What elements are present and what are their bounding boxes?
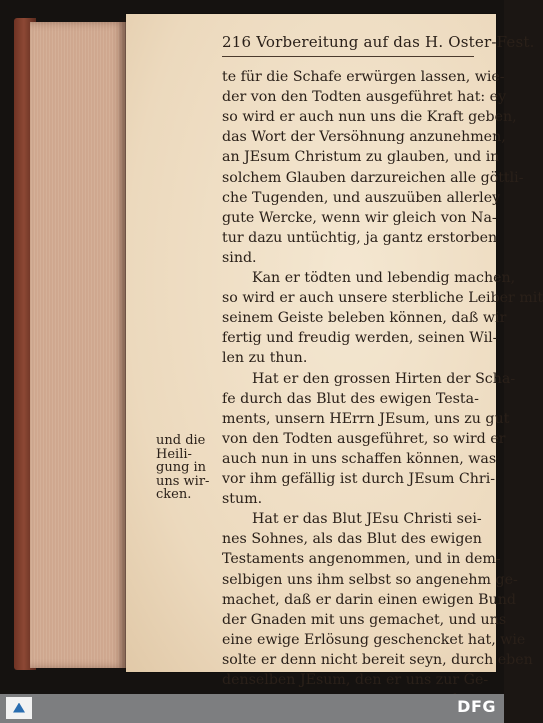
text-line: ments, unsern HErrn JEsum, uns zu gut [222,410,510,427]
margin-note-line: Heili- [156,446,192,462]
text-line: seinem Geiste beleben können, daß wir [222,310,507,327]
text-line: machet, daß er darin einen ewigen Bund [222,591,516,608]
text-line: so wird er auch unsere sterbliche Leiber mit [222,290,543,307]
text-line: stum. [222,491,263,508]
text-line: fertig und freudig werden, seinen Wil- [222,330,498,347]
text-line: solchem Glauben darzureichen alle göttli- [222,169,524,186]
running-head: 216 Vorbereitung auf das H. Oster-Fest. [222,33,535,51]
library-logo-icon [6,697,32,719]
text-line: tur dazu untüchtig, ja gantz erstorben [222,229,498,246]
text-line: Hat er den grossen Hirten der Scha- [252,370,516,387]
text-line: selbigen uns ihm selbst so angenehm ge- [222,571,518,588]
text-line: vor ihm gefällig ist durch JEsum Chri- [222,471,496,487]
text-line: der Gnaden mit uns gemachet, und uns [222,611,507,628]
text-line: der von den Todten ausgeführet hat: ey [222,89,507,106]
text-line: Hat er das Blut JEsu Christi sei- [252,511,482,528]
text-line: sind. [222,249,257,266]
text-line: Testaments angenommen, und in dem- [222,551,501,568]
header-rule [222,56,474,57]
text-line: te für die Schafe erwürgen lassen, wie- [222,69,505,85]
text-line: auch nun in uns schaffen können, was [222,450,497,467]
text-line: eine ewige Erlösung geschencket hat, wie [222,631,526,648]
text-line: das Wort der Versöhnung anzunehmen, [222,129,506,146]
margin-note-line: cken. [156,487,192,502]
text-line: che Tugenden, und auszuüben allerley [222,189,501,206]
dfg-logo: DFG [457,697,496,716]
text-line: len zu thun. [222,350,308,367]
text-line: nes Sohnes, als das Blut des ewigen [222,531,482,548]
margin-note-line: gung in [156,460,207,475]
text-line: von den Todten ausgeführet, so wird er [222,430,506,447]
margin-note-line: uns wir- [156,473,210,489]
text-line: an JEsum Christum zu glauben, und in [222,149,500,166]
text-line: denselben JEsum, den er uns zur Ge- [222,672,489,688]
text-line: fe durch das Blut des ewigen Testa- [222,390,479,407]
margin-note-line: und die [156,433,206,448]
text-line: solte er denn nicht bereit seyn, durch eben [222,651,533,668]
text-line: Kan er tödten und lebendig machen, [252,270,516,286]
page-edges [30,22,126,668]
viewer-footer-bar [0,694,504,723]
text-line: so wird er auch nun uns die Kraft geben, [222,109,517,126]
text-line: gute Wercke, wenn wir gleich von Na- [222,209,497,226]
